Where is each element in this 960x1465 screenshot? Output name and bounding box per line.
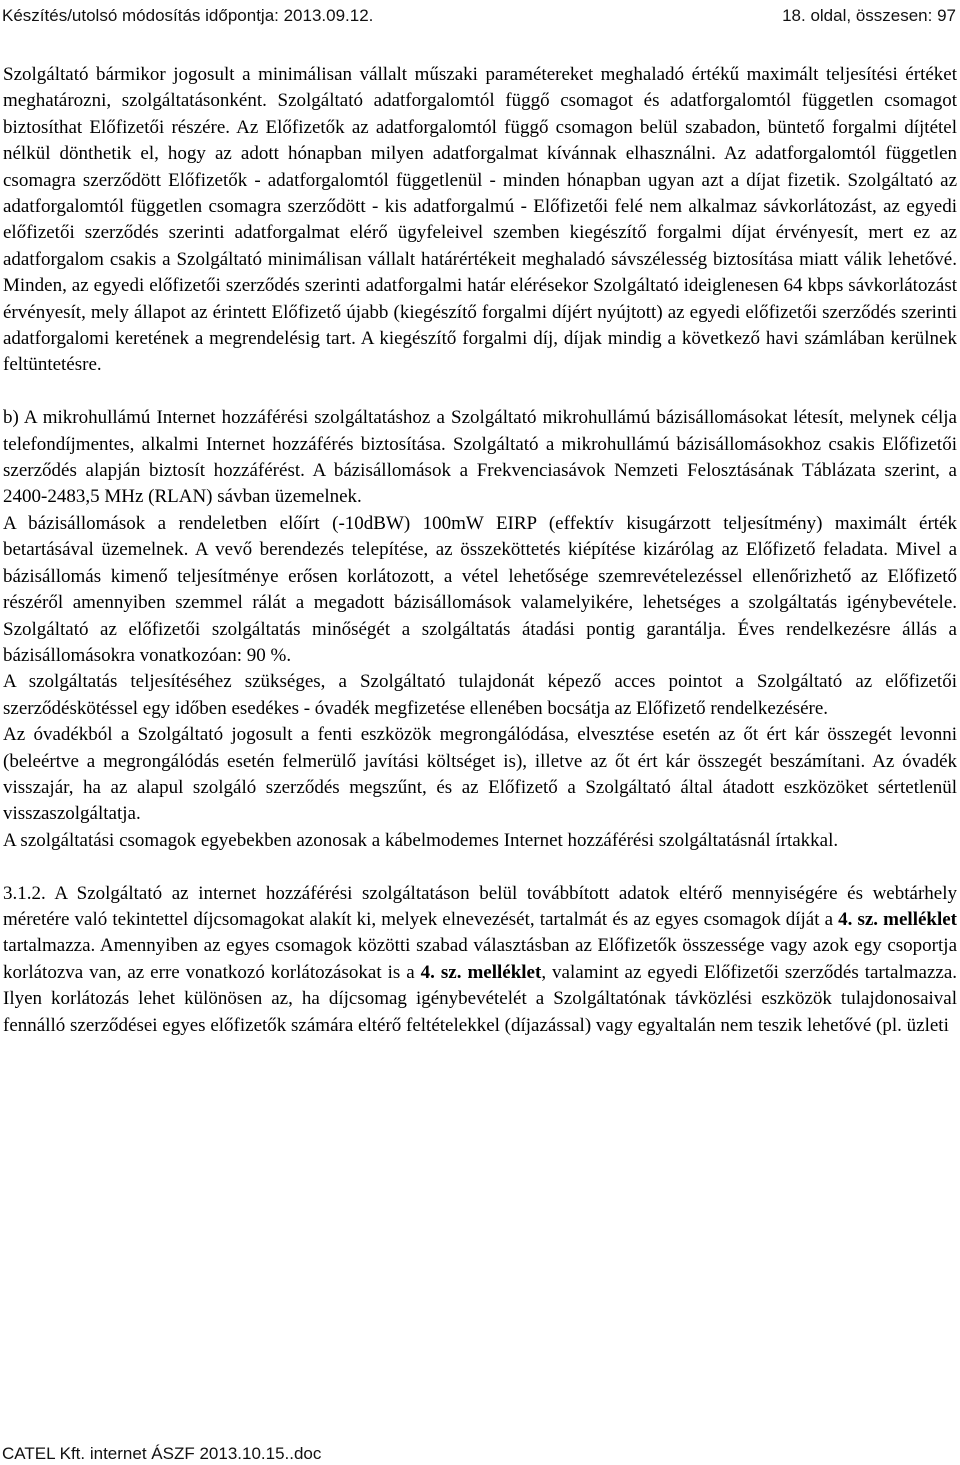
header-page-count: 18. oldal, összesen: 97	[782, 6, 956, 25]
page-footer: CATEL Kft. internet ÁSZF 2013.10.15..doc	[2, 1444, 322, 1463]
paragraph-traffic-packages: Szolgáltató bármikor jogosult a minimálisan vállalt műszaki paramétereket meghaladó értékű maximált teljesítési értéket meghatározni, szolgáltatásonként. Szolgáltató adatforgalomtól függő csomagot és adatforgalomtól független csomagot biztosíthat Előfizetői részére. Az Előfizetők az adatforgalomtól függő csomagon belül szabadon, büntető forgalmi díjtétel nélkül dönthetik el, hogy az adott hónapban milyen adatforgalmat kívánnak elhasználni. Az adatforgalomtól független csomagra szerződött Előfizetők - adatforgalomtól függetlenül - minden hónapban ugyan azt a díjat fizetik. Szolgáltató az adatforgalomtól független csomagra szerződött - kis adatforgalmú - Előfizetői felé nem alkalmaz sávkorlátozást, az egyedi előfizetői szerződés szerinti adatforgalmat elérő ügyfeleivel szemben kiegészítő forgalmi díjat érvényesít, mert ez az adatforgalom csakis a Szolgáltató minimálisan vállalt határértékeit meghaladó sávszélesség biztosítása miatt válik lehetővé. Minden, az egyedi előfizetői szerződés szerinti adatforgalmi határ elérésekor Szolgáltató ideiglenesen 64 kbps sávkorlátozást érvényesít, mely állapot az érintett Előfizető újabb (kiegészítő forgalmi díjért nyújtott) az egyedi előfizetői szerződés szerinti adatforgalomi keretének a megrendelésig tart. A kiegészítő forgalmi díj, díjak mindig a következő havi számlában kerülnek feltüntetésre.	[3, 64, 957, 376]
section-3-1-2	[3, 881, 957, 1039]
document-body	[3, 62, 957, 1427]
page-header	[0, 4, 960, 30]
paragraph-base-stations: A bázisállomások a rendeletben előírt (-10dBW) 100mW EIRP (effektív kisugárzott teljesítmény) maximált érték betartásával üzemelnek. A vevő berendezés telepítése, az összeköttetés kiépítése kizárólag az Előfizető feladata. Mivel a bázisállomás kimenő teljesítménye erősen korlátozott, a vétel lehetősége szemrevételezéssel ellenőrizhető az Előfizető részéről amennyiben szemmel rálát a megadott bázisállomások valamelyikére, lehetséges a szolgáltatás igénybevétele. Szolgáltató az előfizetői szolgáltatás minőségét a szolgáltatás átadási pontig garantálja. Éves rendelkezésre állás a bázisállomásokra vonatkozóan: 90 %.	[3, 512, 957, 666]
paragraph-microwave-access: b) A mikrohullámú Internet hozzáférési szolgáltatáshoz a Szolgáltató mikrohullámú bázisállomásokat létesít, melynek célja telefondíjmentes, alkalmi Internet hozzáférés biztosítása. Szolgáltató a mikrohullámú bázisállomásokhoz csakis Előfizetői szerződés alapján biztosít hozzáférést. A bázisállomások a Frekvenciasávok Nemzeti Felosztásának Táblázata szerint, a 2400-2483,5 MHz (RLAN) sávban üzemelnek.	[3, 407, 957, 508]
paragraph-gap	[3, 379, 957, 405]
section-text-3: , valamint az egyedi Előfizetői szerződés tartalmazza. Ilyen korlátozás lehet különösen az, ha díjcsomag igénybevételét a Szolgáltatónak távközlési eszközök tulajdonosaival fennálló szerződései egyes előfizetők számára eltérő feltételekkel (díjazással) vagy egyaltalán nem teszik lehetővé (pl. üzleti	[3, 961, 957, 1036]
header-date: Készítés/utolsó módosítás időpontja: 2013.09.12.	[2, 6, 374, 25]
paragraph-access-point: A szolgáltatás teljesítéséhez szükséges, a Szolgáltató tulajdonát képező acces pointot a Szolgáltató az előfizetői szerződéskötéssel egy időben esedékes - óvadék megfizetése ellenében bocsátja az Előfizető rendelkezésére.	[3, 671, 957, 719]
paragraph-packages-same: A szolgáltatási csomagok egyebekben azonosak a kábelmodemes Internet hozzáférési szolgáltatásnál írtakkal.	[3, 829, 839, 851]
section-text-2: tartalmazza. Amennyiben az egyes csomagok közötti szabad választásban az Előfizetők összessége vagy azok egy csoportja korlátozva van, az erre vonatkozó korlátozásokat is a	[3, 935, 957, 983]
annex-reference: 4. sz. melléklet	[420, 961, 542, 983]
paragraph-gap	[3, 854, 957, 880]
section-text-1: 3.1.2. A Szolgáltató az internet hozzáférési szolgáltatáson belül továbbított adatok eltérő mennyiségére és webtárhely méretére való tekintettel díjcsomagokat alakít ki, melyek elnevezését, tartalmát és az egyes csomagok díját a	[3, 882, 957, 930]
paragraph-deposit: Az óvadékból a Szolgáltató jogosult a fenti eszközök megrongálódása, elvesztése esetén az őt ért kár összegét levonni (beleértve a megrongálódás esetén felmerülő javítási költséget is), illetve az őt ért kár összegét beszámítani. Az óvadék visszajár, ha az alapul szolgáló szerződés megszűnt, és az Előfizető a Szolgáltató által átadott eszközöket sértetlenül visszaszolgáltatja.	[3, 724, 957, 825]
annex-reference: 4. sz. melléklet	[838, 908, 957, 930]
